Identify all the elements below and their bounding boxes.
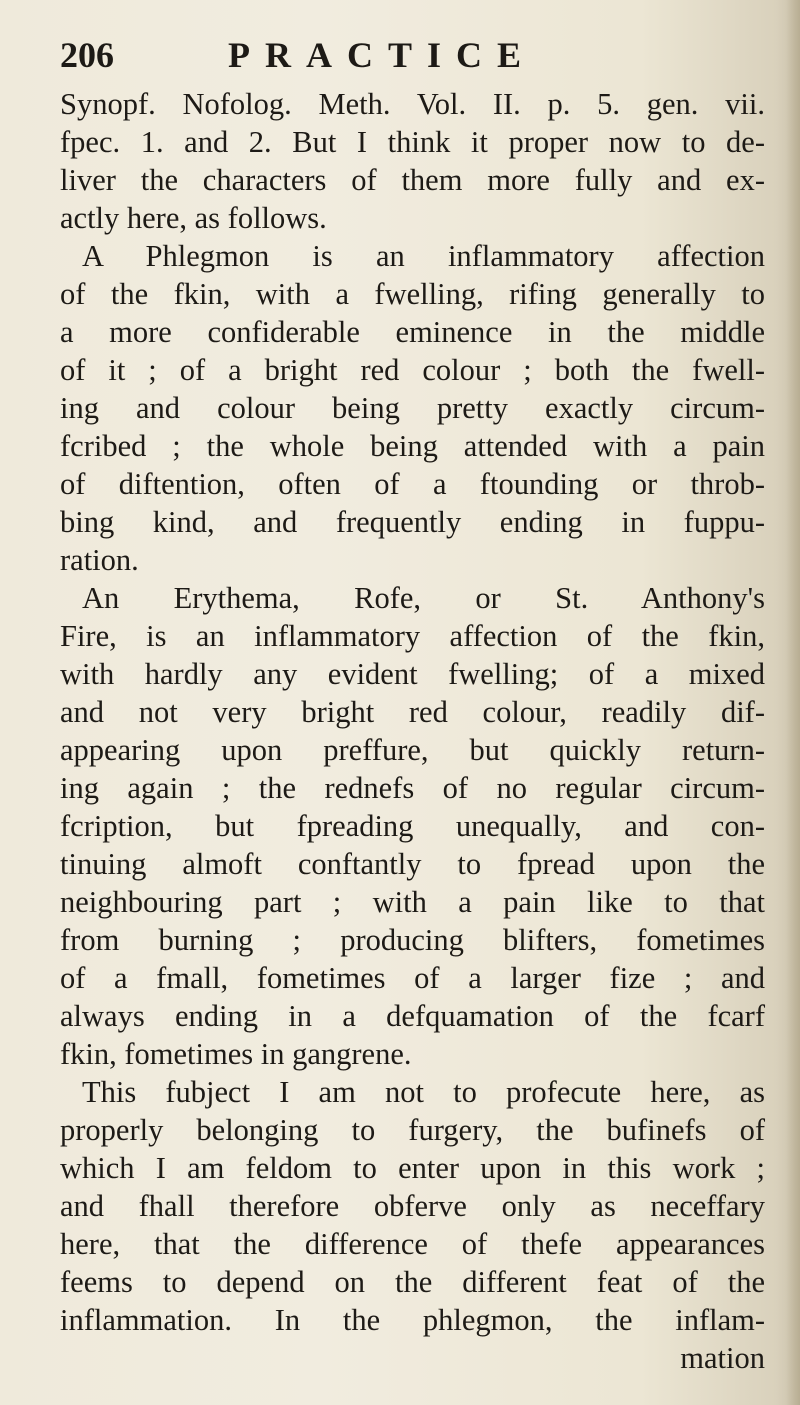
text-line: actly here, as follows. <box>60 201 327 235</box>
catchword: mation <box>680 1341 765 1375</box>
text-line: which I am feldom to enter upon in this work ; <box>60 1151 765 1185</box>
text-line: appearing upon preffure, but quickly return- <box>60 733 765 767</box>
text-line: and not very bright red colour, readily dif- <box>60 695 765 729</box>
page-edge-shadow <box>786 0 800 1405</box>
text-line: liver the characters of them more fully and ex- <box>60 163 765 197</box>
text-line: tinuing almoft conftantly to fpread upon the <box>60 847 765 881</box>
text-line: of the fkin, with a fwelling, rifing generally to <box>60 277 765 311</box>
text-line: here, that the difference of thefe appearances <box>60 1227 765 1261</box>
text-line: ration. <box>60 543 139 577</box>
text-line: of diftention, often of a ftounding or throb- <box>60 467 765 501</box>
text-line: fcription, but fpreading unequally, and con- <box>60 809 765 843</box>
text-line: fkin, fometimes in gangrene. <box>60 1037 412 1071</box>
text-line: neighbouring part ; with a pain like to that <box>60 885 765 919</box>
text-line: ing again ; the rednefs of no regular circum- <box>60 771 765 805</box>
page-number: 206 <box>60 35 114 75</box>
text-line: always ending in a defquamation of the fcarf <box>60 999 765 1033</box>
text-line: This fubject I am not to profecute here, as <box>82 1075 765 1109</box>
text-line: fpec. 1. and 2. But I think it proper now to de- <box>60 125 765 159</box>
text-line: ing and colour being pretty exactly circum- <box>60 391 765 425</box>
body-text <box>60 85 765 1377</box>
running-head: PRACTICE <box>228 35 537 75</box>
page-header <box>60 28 740 78</box>
text-line: from burning ; producing blifters, fometimes <box>60 923 765 957</box>
text-line: An Erythema, Rofe, or St. Anthony's <box>82 581 765 615</box>
text-line: A Phlegmon is an inflammatory affection <box>82 239 765 273</box>
text-line: bing kind, and frequently ending in fuppu- <box>60 505 765 539</box>
text-line: with hardly any evident fwelling; of a mixed <box>60 657 765 691</box>
text-line: Fire, is an inflammatory affection of the fkin, <box>60 619 765 653</box>
text-line: a more confiderable eminence in the middle <box>60 315 765 349</box>
text-line: Synopf. Nofolog. Meth. Vol. II. p. 5. gen. vii. <box>60 87 765 121</box>
text-line: inflammation. In the phlegmon, the inflam- <box>60 1303 765 1337</box>
text-line: and fhall therefore obferve only as neceffary <box>60 1189 765 1223</box>
text-line: feems to depend on the different feat of the <box>60 1265 765 1299</box>
text-line: fcribed ; the whole being attended with a pain <box>60 429 765 463</box>
text-line: of a fmall, fometimes of a larger fize ; and <box>60 961 765 995</box>
text-line: properly belonging to furgery, the bufinefs of <box>60 1113 765 1147</box>
text-line: of it ; of a bright red colour ; both the fwell- <box>60 353 765 387</box>
